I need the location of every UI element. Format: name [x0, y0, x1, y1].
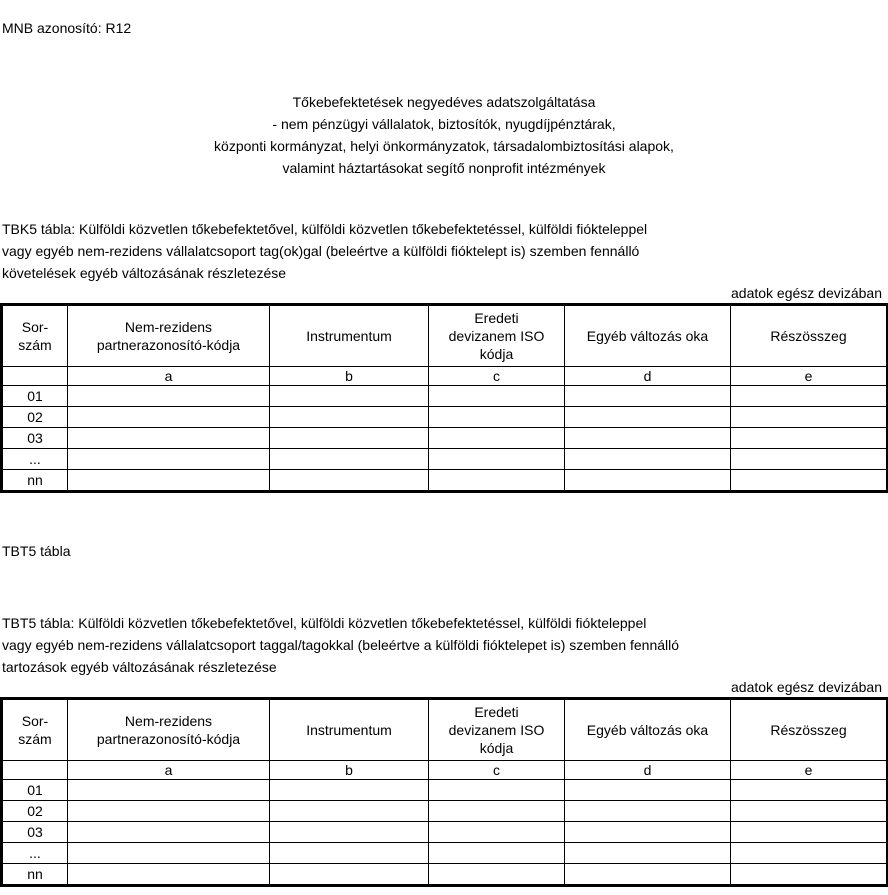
data-cell[interactable]: [270, 780, 429, 801]
data-cell[interactable]: [270, 449, 429, 470]
row-number: 03: [2, 428, 68, 449]
data-cell[interactable]: [68, 843, 270, 864]
data-cell[interactable]: [429, 449, 565, 470]
data-cell[interactable]: [731, 449, 888, 470]
column-letter: b: [270, 761, 429, 780]
data-cell[interactable]: [731, 843, 888, 864]
data-cell[interactable]: [565, 428, 731, 449]
data-cell[interactable]: [731, 780, 888, 801]
data-cell[interactable]: [68, 864, 270, 886]
column-letter: e: [731, 367, 888, 386]
data-cell[interactable]: [429, 780, 565, 801]
data-cell[interactable]: [270, 801, 429, 822]
data-cell[interactable]: [429, 864, 565, 886]
row-number: 03: [2, 822, 68, 843]
header-partner: Nem-rezidens partnerazonosító-kódja: [68, 305, 270, 367]
data-cell[interactable]: [68, 801, 270, 822]
tbt5-unit-note: adatok egész devizában: [731, 679, 882, 695]
row-number: 01: [2, 386, 68, 407]
tbt5-table: [0, 697, 888, 887]
row-number: ...: [2, 449, 68, 470]
column-letter: c: [429, 761, 565, 780]
data-cell[interactable]: [270, 470, 429, 492]
row-number: ...: [2, 843, 68, 864]
column-letter: a: [68, 761, 270, 780]
data-cell[interactable]: [731, 428, 888, 449]
data-cell[interactable]: [270, 428, 429, 449]
data-cell[interactable]: [68, 407, 270, 428]
title-line-2: - nem pénzügyi vállalatok, biztosítók, nyugdíjpénztárak,: [272, 116, 616, 132]
header-deviza: Eredeti devizanem ISO kódja: [429, 305, 565, 367]
title-line-4: valamint háztartásokat segítő nonprofit intézmények: [282, 160, 606, 176]
data-cell[interactable]: [565, 864, 731, 886]
data-cell[interactable]: [731, 864, 888, 886]
data-cell[interactable]: [565, 449, 731, 470]
letter-empty: [2, 761, 68, 780]
column-letter: b: [270, 367, 429, 386]
data-cell[interactable]: [731, 470, 888, 492]
data-cell[interactable]: [429, 801, 565, 822]
tbk5-description-line-2: vagy egyéb nem-rezidens vállalatcsoport tag(ok)gal (beleértve a külföldi fióktelept is) szemben fennálló: [2, 243, 640, 259]
tbt5-label: TBT5 tábla: [2, 543, 71, 559]
tbt5-description-line-1: TBT5 tábla: Külföldi közvetlen tőkebefektetővel, külföldi közvetlen tőkebefektetéssel, külföldi fiókteleppel: [2, 615, 647, 631]
header-deviza: Eredeti devizanem ISO kódja: [429, 699, 565, 761]
data-cell[interactable]: [429, 407, 565, 428]
tbk5-table: [0, 303, 888, 493]
column-letter: d: [565, 367, 731, 386]
row-number: nn: [2, 864, 68, 886]
row-number: 02: [2, 407, 68, 428]
data-cell[interactable]: [270, 386, 429, 407]
header-instrumentum: Instrumentum: [270, 699, 429, 761]
tbt5-description-line-3: tartozások egyéb változásának részletezése: [2, 659, 277, 675]
header-ok: Egyéb változás oka: [565, 305, 731, 367]
data-cell[interactable]: [429, 470, 565, 492]
data-cell[interactable]: [270, 843, 429, 864]
data-cell[interactable]: [565, 386, 731, 407]
data-cell[interactable]: [68, 780, 270, 801]
data-cell[interactable]: [270, 864, 429, 886]
header-sorszam: Sor- szám: [2, 305, 68, 367]
mnb-identifier: MNB azonosító: R12: [2, 20, 132, 36]
data-cell[interactable]: [565, 470, 731, 492]
row-number: 01: [2, 780, 68, 801]
data-cell[interactable]: [565, 843, 731, 864]
data-cell[interactable]: [429, 428, 565, 449]
title-line-1: Tőkebefektetések negyedéves adatszolgáltatása: [292, 94, 596, 110]
header-instrumentum: Instrumentum: [270, 305, 429, 367]
data-cell[interactable]: [565, 407, 731, 428]
row-number: 02: [2, 801, 68, 822]
data-cell[interactable]: [565, 822, 731, 843]
data-cell[interactable]: [429, 822, 565, 843]
data-cell[interactable]: [429, 843, 565, 864]
header-osszeg: Részösszeg: [731, 305, 888, 367]
header-sorszam: Sor- szám: [2, 699, 68, 761]
header-ok: Egyéb változás oka: [565, 699, 731, 761]
data-cell[interactable]: [68, 449, 270, 470]
data-cell[interactable]: [270, 822, 429, 843]
data-cell[interactable]: [429, 386, 565, 407]
data-cell[interactable]: [68, 428, 270, 449]
tbt5-description-line-2: vagy egyéb nem-rezidens vállalatcsoport taggal/tagokkal (beleértve a külföldi fióktelepet is) szemben fennálló: [2, 637, 680, 653]
header-partner: Nem-rezidens partnerazonosító-kódja: [68, 699, 270, 761]
column-letter: c: [429, 367, 565, 386]
data-cell[interactable]: [270, 407, 429, 428]
data-cell[interactable]: [565, 801, 731, 822]
column-letter: a: [68, 367, 270, 386]
header-osszeg: Részösszeg: [731, 699, 888, 761]
data-cell[interactable]: [68, 470, 270, 492]
data-cell[interactable]: [731, 407, 888, 428]
letter-empty: [2, 367, 68, 386]
data-cell[interactable]: [731, 822, 888, 843]
data-cell[interactable]: [565, 780, 731, 801]
data-cell[interactable]: [68, 822, 270, 843]
data-cell[interactable]: [731, 801, 888, 822]
tbk5-description-line-1: TBK5 tábla: Külföldi közvetlen tőkebefektetővel, külföldi közvetlen tőkebefektetéssel, külföldi fiókteleppel: [2, 221, 648, 237]
data-cell[interactable]: [731, 386, 888, 407]
tbk5-unit-note: adatok egész devizában: [731, 285, 882, 301]
column-letter: e: [731, 761, 888, 780]
row-number: nn: [2, 470, 68, 492]
column-letter: d: [565, 761, 731, 780]
title-line-3: központi kormányzat, helyi önkormányzatok, társadalombiztosítási alapok,: [214, 138, 674, 154]
tbk5-description-line-3: követelések egyéb változásának részletezése: [2, 265, 287, 281]
data-cell[interactable]: [68, 386, 270, 407]
